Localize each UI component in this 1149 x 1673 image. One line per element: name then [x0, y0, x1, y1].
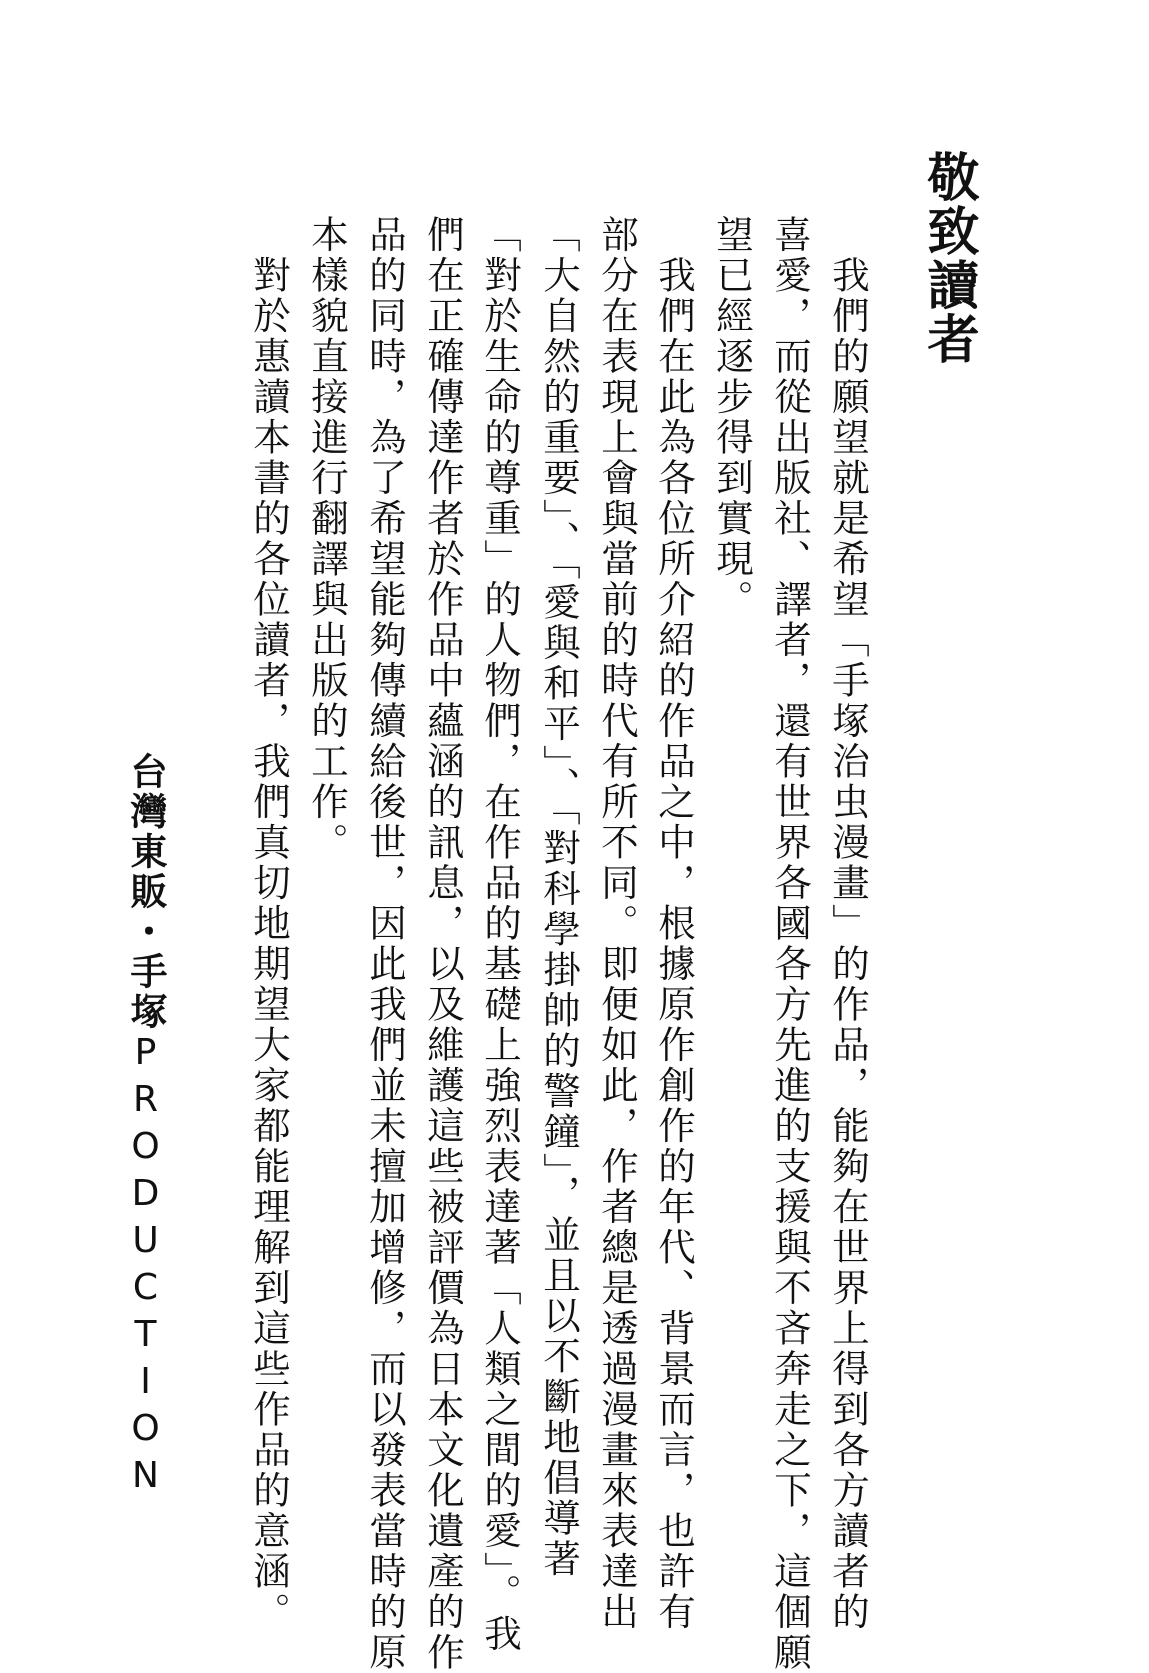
body-line-2: 喜愛，而從出版社、譯者，還有世界各國各方先進的支援與不吝奔走之下，這個願 [768, 215, 812, 1673]
body-line-5: 部分在表現上會與當前的時代有所不同。即便如此，作者總是透過漫畫來表達出 [595, 215, 639, 1633]
body-line-10: 本樣貌直接進行翻譯與出版的工作。 [305, 215, 349, 863]
body-line-6: 「大自然的重要」、「愛與和平」、「對科學掛帥的警鐘」，並且以不斷地倡導著 [537, 215, 581, 1580]
body-line-3: 望已經逐步得到實現。 [710, 215, 754, 620]
body-line-8: 們在正確傳達作者於作品中蘊涵的訊息，以及維護這些被評價為日本文化遺產的作 [421, 215, 465, 1673]
publisher-name: 台灣東販・手塚 [124, 752, 167, 1032]
publisher-credit [125, 752, 165, 1502]
page-title: 敬致讀者 [918, 150, 978, 366]
production-label: PRODUCTION [125, 1032, 166, 1502]
body-line-11: 對於惠讀本書的各位讀者，我們真切地期望大家都能理解到這些作品的意涵。 [247, 215, 291, 1633]
body-line-4: 我們在此為各位所介紹的作品之中，根據原作創作的年代、背景而言，也許有 [652, 215, 696, 1633]
body-line-9: 品的同時，為了希望能夠傳續給後世，因此我們並未擅加增修，而以發表當時的原 [363, 215, 407, 1673]
body-line-7: 「對於生命的尊重」的人物們，在作品的基礎上強烈表達著「人類之間的愛」。我 [478, 215, 522, 1655]
body-line-1: 我們的願望就是希望「手塚治虫漫畫」的作品，能夠在世界上得到各方讀者的 [826, 215, 870, 1633]
